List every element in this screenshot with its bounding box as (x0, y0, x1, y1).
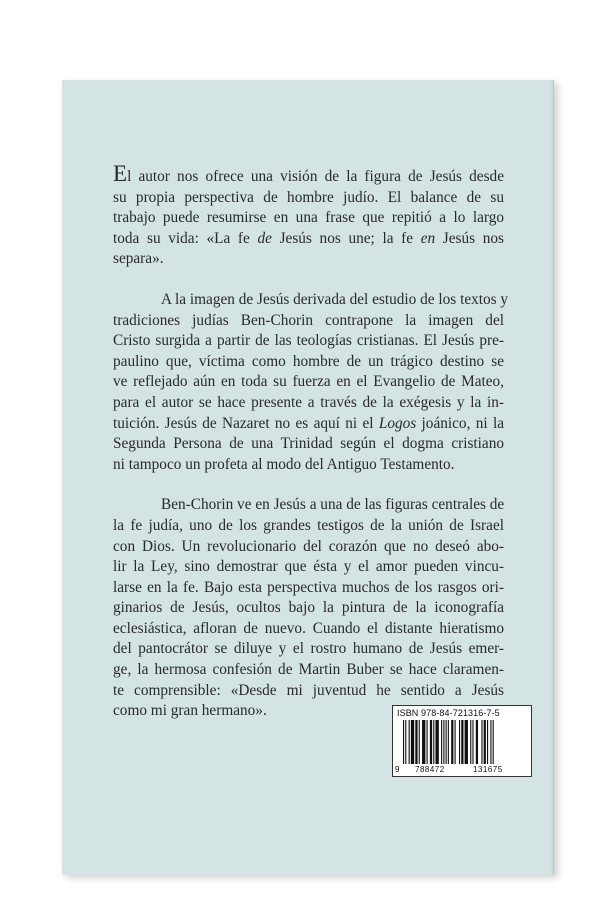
barcode-bar (433, 720, 434, 764)
text-line: su propia perspectiva de hombre judío. El balance de su (113, 188, 504, 206)
barcode-bar (415, 720, 417, 764)
barcode-bar (446, 720, 447, 764)
barcode-bar (461, 720, 463, 764)
barcode-bar (405, 720, 406, 764)
barcode-bar (403, 720, 404, 764)
paragraph-2 (113, 290, 509, 475)
barcode-bar (476, 720, 478, 764)
text-line: ve reflejado aún en toda su fuerza en el Evangelio de Mateo, (113, 373, 504, 391)
drop-cap: E (113, 161, 128, 186)
book-back-cover (62, 80, 554, 875)
text-line: paulino que, víctima como hombre de un trágico destino se (113, 352, 504, 370)
paragraph-3 (113, 495, 504, 722)
text-line: El autor nos ofrece una visión de la figura de Jesús desde (113, 161, 504, 186)
barcode-digits-left: 788472 (415, 765, 445, 774)
barcode-bar (443, 720, 444, 764)
text-line: lir la Ley, sino demostrar que ésta y el amor pueden vincu- (113, 558, 504, 576)
text-line: larse en la fe. Bajo esta perspectiva muchos de los rasgos ori- (113, 578, 504, 596)
text-line: tuición. Jesús de Nazaret no es aquí ni el Logos joánico, ni la (113, 414, 504, 432)
barcode-bar (448, 720, 449, 764)
text-line: tradiciones judías Ben-Chorin contrapone la imagen del (113, 311, 504, 329)
text-line: te comprensible: «Desde mi juventud he sentido a Jesús (113, 681, 504, 699)
barcode-bar (411, 720, 414, 764)
text-line: ginarios de Jesús, ocultos bajo la pintura de la iconografía (113, 599, 504, 617)
barcode-bars (401, 720, 525, 764)
barcode-bar (490, 720, 491, 764)
barcode-bar (487, 720, 488, 764)
text-line: A la imagen de Jesús derivada del estudio de los textos y (161, 290, 509, 308)
text-line: toda su vida: «La fe de Jesús nos une; la fe en Jesús nos (113, 229, 504, 247)
text-line: eclesiástica, afloran de nuevo. Cuando el distante hieratismo (113, 619, 504, 637)
barcode-bar (451, 720, 453, 764)
text-line: ge, la hermosa confesión de Martin Buber se hace claramen- (113, 661, 504, 679)
isbn-barcode (392, 705, 532, 777)
barcode-bar (459, 720, 460, 764)
synopsis-text (113, 161, 509, 742)
barcode-bar (430, 720, 432, 764)
text-line: la fe judía, uno de los grandes testigos de la unión de Israel (113, 516, 504, 534)
barcode-digits-right: 131675 (473, 765, 503, 774)
text-line: del pantocrátor se diluye y el rostro humano de Jesús emer- (113, 640, 504, 658)
barcode-bar (422, 720, 425, 764)
barcode-digits (393, 764, 531, 774)
barcode-bar (493, 720, 494, 764)
text-line: ni tampoco un profeta al modo del Antiguo Testamento. (113, 455, 455, 473)
text-line: como mi gran hermano». (113, 702, 267, 720)
text-line: Segunda Persona de una Trinidad según el dogma cristiano (113, 435, 504, 453)
barcode-bar (409, 720, 410, 764)
barcode-bar (441, 720, 442, 764)
barcode-bar (419, 720, 420, 764)
isbn-label: ISBN 978-84-721316-7-5 (397, 708, 500, 718)
text-line: con Dios. Un revolucionario del corazón que no deseó abo- (113, 537, 504, 555)
barcode-bar (484, 720, 486, 764)
text-line: Ben-Chorin ve en Jesús a una de las figuras centrales de (161, 496, 505, 514)
barcode-bar (481, 720, 482, 764)
barcode-digit-first: 9 (395, 765, 400, 774)
barcode-bar (472, 720, 473, 764)
barcode-bar (435, 720, 438, 764)
barcode-bar (455, 720, 456, 764)
barcode-bar (470, 720, 471, 764)
text-line: Cristo surgida a partir de las teologías cristianas. El Jesús pre- (113, 332, 504, 350)
barcode-bar (427, 720, 428, 764)
text-line: trabajo puede resumirse en una frase que repitió a lo largo (113, 209, 504, 227)
text-line: separa». (113, 250, 164, 268)
paragraph-1 (113, 161, 504, 270)
text-line: para el autor se hace presente a través de la exégesis y la in- (113, 393, 504, 411)
barcode-bar (465, 720, 468, 764)
